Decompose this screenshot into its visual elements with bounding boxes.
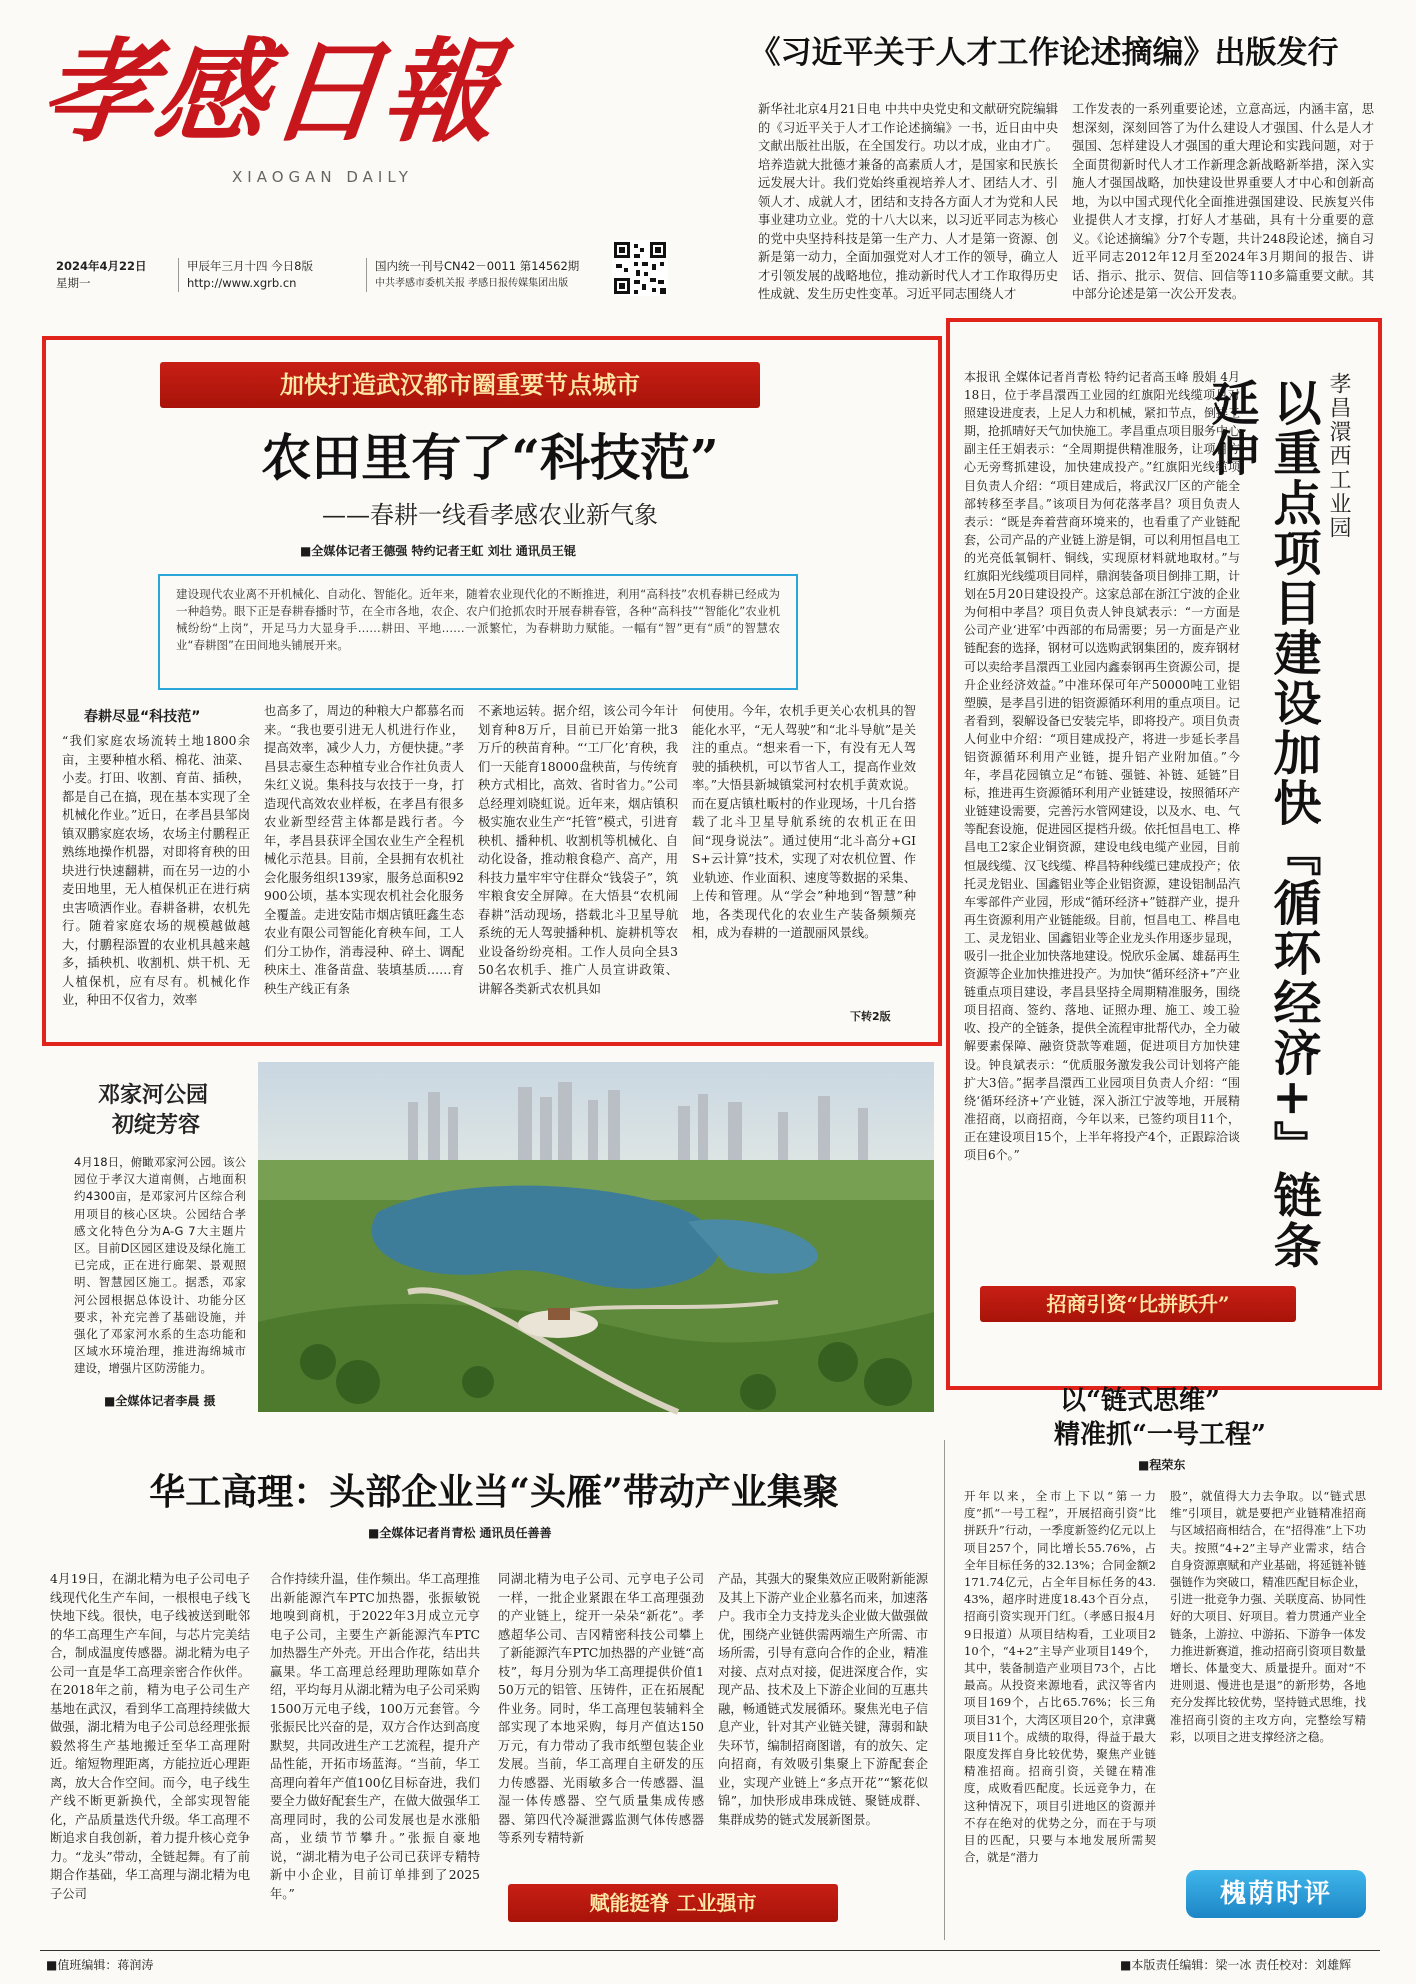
top-story-col2: 工作发表的一系列重要论述，立意高远，内涵丰富，思想深刻，深刻回答了为什么建设人才强国、什么是人才强国、怎样建设人才强国的重大理论和实践问题，对于全面贯彻新时代人才工作新理念新战略新举措，深入实施人才强国战略，加快建设世界重要人才中心和创新高地，为以中国式现代化全面推进强国建设、民族复兴伟业提供人才支撑，打好人才基础，具有十分重要的意义。《论述摘编》分7个专题，共计248段论述，摘自习近平同志2012年12月至2024年3月期间的报告、讲话、指示、批示、贺信、回信等110多篇重要文献。其中部分论述是第一次公开发表。 <box>1072 102 1374 301</box>
footer-left: ■值班编辑：蒋润涛 <box>46 1958 154 1972</box>
logo-english: XIAOGAN DAILY <box>232 168 413 186</box>
issue-date: 2024年4月22日 <box>56 259 147 273</box>
park-title-line2: 初绽芳容 <box>112 1112 201 1138</box>
footer-rule <box>40 1950 1380 1951</box>
top-story <box>714 30 1374 76</box>
top-story-title[interactable]: 《习近平关于人才工作论述摘编》出版发行 <box>749 35 1339 71</box>
park-title-line1: 邓家河公园 <box>98 1082 209 1108</box>
top-story-col1: 新华社北京4月21日电 中共中央党史和文献研究院编辑的《习近平关于人才工作论述摘编》一书，近日由中央文献出版社出版，在全国发行。功以才成，业由才广。培养造就大批德才兼备的高素质人才，是国家和民族长远发展大计。我们党始终重视培养人才、团结人才、引领人才、成就人才，团结和支持各方面人才为党和人民事业建功立业。党的十八大以来，以习近平同志为核心的党中央坚持科技是第一生产力、人才是第一资源、创新是第一动力，全面加强党对人才工作的领导，确立人才引领发展的战略地位，推动新时代人才工作取得历史性成就、发生历史性变革。习近平同志围绕人才 <box>758 102 1058 301</box>
second-col1: 4月19日，在湖北精为电子公司电子线现代化生产车间，一根根电子线飞快地下线。很快，电子线被送到毗邻的华工高理生产车间，与芯片完美结合，制成温度传感器。湖北精为电子公司一直是华工高理亲密合作伙伴。在2018年之前，精为电子公司生产基地在武汉，看到华工高理持续做大做强，湖北精为电子公司总经理张振毅然将生产基地搬迁至华工高理附近。缩短物理距离，方能拉近心理距离，放大合作空间。而今，电子线生产线不断更新换代，全部实现智能化，产品质量迭代升级。华工高理不断追求自我创新，着力提升核心竞争力。“龙头”带动，全链起舞。有了前期合作基础，华工高理与湖北精为电子公司 <box>50 1572 250 1901</box>
cn-code: 国内统一刊号CN42－0011 <box>375 259 517 273</box>
lead-col1: “我们家庭农场流转土地1800余亩，主要种植水稻、棉花、油菜、小麦。打田、收割、育苗、插秧，都是自己在搞，现在基本实现了全机械化作业。”近日，在孝昌县邹岗镇双鹏家庭农场，农场主付鹏程正熟练地操作机器，对即将育秧的田块进行快速翻耕，而在另一边的小麦田地里，无人植保机正在进行病虫害喷洒作业。春耕备耕，农机先行。随着家庭农场的规模越做越大，付鹏程添置的农业机具越来越多，插秧机、收割机、烘干机、无人植保机，应有尽有。机械化作业，种田不仅省力，效率 <box>62 734 250 1007</box>
masthead-logo <box>35 18 512 218</box>
commentary-col2: 股”，就值得大力去争取。以“链式思维”引项目，就是要把产业链精准招商与区域招商相结合，在“招得准”上下功夫。按照“4+2”主导产业需求，结合自身资源禀赋和产业基础，将延链补链强链作为突破口，精准匹配目标企业，引进一批竞争力强、关联度高、协同性好的大项目、好项目。着力贯通产业全链条，上游拉、中游拓、下游争一体发力推进新赛道，推动招商引资项目数量增长、体量变大、质量提升。面对“不进则退、慢进也是退”的新形势，各地充分发挥比较优势，坚持链式思维，找准招商引资的主攻方向，完整绘写精彩，以项目之进支撑经济之稳。 <box>1170 1489 1366 1744</box>
right-story-text: 本报讯 全媒体记者肖青松 特约记者高玉峰 殷娟 4月18日，位于孝昌澴西工业园的红旗阳光线缆项目对照建设进度表，上足人力和机械，紧扣节点，倒排工期，抢抓晴好天气加快施工。孝昌重点项目服务中心副主任王娟表示：“全周期提供精准服务，让项目方心无旁骛抓建设，加快建成投产。”红旗阳光线缆项目负责人介绍：“项目建成后，将武汉厂区的产能全部转移至孝昌。”该项目为何花落孝昌？项目负责人表示：“既是奔着营商环境来的，也看重了产业链配套，公司产品的产业链上游是铜，可以利用恒昌电工的光亮低氧铜杆、铜线，实现原材料就地取材。”与红旗阳光线缆项目同样，鼎润装备项目倒排工期，计划在5月20日建设投产。这家总部在浙江宁波的企业为何相中孝昌？项目负责人钟良斌表示：“一方面是公司产业‘进军’中西部的布局需要；另一方面是产业链配套的选择，钢材可以选购武钢集团的，废弃钢材可以卖给孝昌澴西工业园内鑫泰钢再生资源公司，提升企业经济效益。”中准环保可年产50000吨工业铝塑膜，是孝昌引进的铝资源循环利用的重点项目。记者看到，裂解设备已安装完毕，即将投产。项目负责人何业中介绍：“项目建成投产，将进一步延长孝昌铝资源循环利用产业链，提升铝产业附加值。”今年，孝昌花园镇立足“布链、强链、补链、延链”目标，推进再生资源循环利用产业链建设，按照循环产业链建设需要，完善污水管网建设，以及水、电、气等配套设施，促进园区提档升级。依托恒昌电工、桦昌电工2家企业铜资源，建设电线电缆产业园，目前恒晟线缆、汉飞线缆、桦昌特种线缆已建成投产；依托灵龙铝业、国鑫铝业等企业铝资源，建设铝制品汽车零部件产业园，形成“循环经济+”链群产业，提升再生资源利用产业链能级。目前，恒昌电工、桦昌电工、灵龙铝业、国鑫铝业等企业龙头作用逐步显现，吸引一批企业加快落地建设。悦欣乐金属、雄磊再生资源等企业加快推进投产。为加快“循环经济+”产业链重点项目建设，孝昌县坚持全周期精准服务，围绕项目招商、签约、落地、证照办理、施工、竣工验收、投产的全链条，提供全流程审批帮代办，全力破解要素保障、融资贷款等难题，促进项目方加快建设。钟良斌表示：“优质服务激发我公司计划将产能扩大3倍。”据孝昌澴西工业园项目负责人介绍：“围绕‘循环经济+’产业链，深入浙江宁波等地，开展精准招商，以商招商，今年以来，已签约项目11个，正在建设项目15个，上半年将投产4个，正跟踪洽谈项目6个。” <box>964 370 1241 1163</box>
commentary-byline: ■程荣东 <box>1138 1458 1186 1472</box>
commentary-badge: 槐荫时评 <box>1186 1870 1366 1918</box>
commentary-col1: 开年以来，全市上下以“第一力度”抓“一号工程”，开展招商引资“比拼跃升”行动，一季度新签约亿元以上项目257个，同比增长55.76%，占全年目标任务的32.13%；合同金额2171.74亿元，占全年目标任务的43.43%，超序时进度18.43个百分点，招商引资实现开门红。（孝感日报4月9日报道）从项目结构看，工业项目210个，“4+2”主导产业项目149个，其中，装备制造产业项目73个，占比最高。从投资来源地看，武汉等省内项目169个，占比65.76%；长三角项目31个，大湾区项目20个，京津冀项目11个。成绩的取得，得益于最大限度发挥自身比较优势，聚焦产业链精准招商。招商引资，关键在精准度，成败看匹配度。长远竞争力，在这种情况下，项目引进地区的资源并不存在绝对的优势之分，而在于与项目的匹配，只要与本地发展所需契合，就是“潜力 <box>964 1489 1156 1865</box>
lead-intro: 建设现代农业离不开机械化、自动化、智能化。近年来，随着农业现代化的不断推进，利用“高科技”农机春耕已经成为一种趋势。眼下正是春耕春播时节，在全市各地，农企、农户们抢抓农时开展春耕春管，各种“高科技”“智能化”农业机械纷纷“上岗”，开足马力大显身手……耕田、平地……一派繁忙，为春耕助力赋能。一幅有“智”更有“质”的智慧农业“春耕图”在田间地头铺展开来。 <box>176 587 780 652</box>
second-banner: 赋能挺脊 工业强市 <box>508 1884 838 1922</box>
lead-banner: 加快打造武汉都市圈重要节点城市 <box>160 362 760 408</box>
issue-weekday: 星期一 <box>56 276 91 290</box>
park-title <box>60 1080 260 1140</box>
second-col2: 合作持续升温，佳作频出。华工高理推出新能源汽车PTC加热器，张振敏锐地嗅到商机，于2022年3月成立元亨电子公司，主要生产新能源汽车PTC加热器生产外壳。开出合作花，结出共赢果。华工高理总经理助理陈如草介绍，平均每月从湖北精为电子公司采购1500万元电子线，100万元套管。今张振民比兴奋的是，双方合作达到高度默契，共同改进生产工艺流程，提升产品性能，开拓市场蓝海。“当前，华工高理向着年产值100亿目标奋进，我们要全力做好配套生产，在做大做强华工高理同时，我的公司发展也是水涨船高，业绩节节攀升。”张振自豪地说，“湖北精为电子公司已获评专精特新中小企业，目前订单排到了2025年。” <box>270 1572 480 1901</box>
site-url[interactable]: http://www.xgrb.cn <box>187 276 297 290</box>
page-count: 今日8版 <box>271 259 313 273</box>
second-col4: 产品，其强大的聚集效应正吸附新能源及其上下游产业企业慕名而来，加速落户。我市全力支持龙头企业做大做强做优，围绕产业链供需两端生产所需、市场所需，引导有意向合作的企业，精准对接、点对点对接，促进深度合作，实现产品、技术及上下游企业间的互惠共融，畅通链式发展循环。聚焦光电子信息产业，针对其产业链关键，薄弱和缺失环节，编制招商图谱，有的放矢、定向招商，有效吸引集聚上下游配套企业，实现产业链上“多点开花”“繁花似锦”，加快形成串珠成链、聚链成群、集群成势的链式发展新图景。 <box>718 1572 928 1827</box>
lead-intro-box <box>158 574 798 690</box>
logo-text: 孝感日報 <box>35 27 505 158</box>
lead-subhead: 春耕尽显“科技范” <box>84 709 201 725</box>
qr-code <box>612 240 668 296</box>
lead-byline: ■全媒体记者王德强 特约记者王虹 刘壮 通讯员王锟 <box>300 544 576 558</box>
commentary-title-line1[interactable]: 以“链式思维” <box>1060 1386 1220 1416</box>
second-title[interactable]: 华工高理：头部企业当“头雁”带动产业集聚 <box>149 1471 839 1513</box>
second-col3: 同湖北精为电子公司、元亨电子公司一样，一批企业紧跟在华工高理强劲的产业链上，绽开一朵朵“新花”。孝感超华公司、吉冈精密科技公司攀上了新能源汽车PTC加热器的产业链“高枝”，每月分别为华工高理提供价值150万元的铝管、压铸件，正在拓展配件业务。同时，华工高理包装辅料全部实现了本地采购，每月产值达150万元，有力带动了我市纸塑包装企业发展。当前，华工高理自主研发的压力传感器、光雨敏多合一传感器、温湿一体传感器、空气质量集成传感器、第四代冷凝泄露监测气体传感器等系列专精特新 <box>498 1572 704 1845</box>
second-byline: ■全媒体记者肖青松 通讯员任善善 <box>368 1526 552 1540</box>
lead-col3: 不紊地运转。据介绍，该公司今年计划育种8万斤，目前已开始第一批3万斤的秧苗育种。“‘工厂化’育秧，我们一天能育18000盘秧苗，与传统育秧方式相比，高效、省时省力。”公司总经理刘晓虹说。近年来，烟店镇积极实施农业生产“托管”模式，引进育秧机、播种机、收割机等机械化、自动化设备，推动粮食稳产、高产，用科技力量牢牢守住群众“钱袋子”，筑牢粮食安全屏障。在大悟县“农机闹春耕”活动现场，搭载北斗卫星导航系统的无人驾驶播种机、旋耕机等农业设备纷纷亮相。工作人员向全县350名农机手、推广人员宣讲政策、讲解各类新式农机具如 <box>478 704 678 996</box>
lead-title[interactable]: 农田里有了“科技范” <box>261 428 719 487</box>
publisher: 中共孝感市委机关报 孝感日报传媒集团出版 <box>375 278 569 289</box>
lead-jump[interactable]: 下转2版 <box>850 1010 891 1023</box>
park-aerial-photo <box>258 1062 934 1412</box>
commentary-title-line2[interactable]: 精准抓“一号工程” <box>1054 1420 1266 1450</box>
issue-number: 第14562期 <box>519 259 580 273</box>
lead-col2: 也高多了，周边的种粮大户都慕名而来。“我也要引进无人机进行作业，提高效率，减少人力，方便快捷。”孝昌县志豪生态种植专业合作社负责人朱红义说。集科技与农技于一身，打造现代高效农业样板，在孝昌有很多农业新型经营主体都是践行者。今年，孝昌县获评全国农业生产全程机械化示范县。目前，全县拥有农机社会化服务组织139家，服务总面积92900公顷，基本实现农机社会化服务全覆盖。走进安陆市烟店镇旺鑫生态农业有限公司智能化育秧车间，工人们分工协作，消毒浸种、碎土、调配秧床土、准备苗盘、装填基质……育秧生产线正有条 <box>264 704 464 996</box>
right-title[interactable]: 以重点项目建设加快『循环经济+』链条延伸 <box>1203 378 1321 1271</box>
lunar-date: 甲辰年三月十四 <box>187 259 268 273</box>
footer-right: ■本版责任编辑：梁一冰 责任校对：刘雄辉 <box>1120 1958 1352 1972</box>
lead-subtitle: ——春耕一线看孝感农业新气象 <box>322 501 658 529</box>
right-banner: 招商引资“比拼跃升” <box>980 1286 1296 1322</box>
lead-col4: 何使用。今年，农机手更关心农机具的智能化水平，“无人驾驶”和“北斗导航”是关注的重点。“想来看一下，有没有无人驾驶的插秧机，可以节省人工，提高作业效率。”大悟县新城镇棠河村农机手黄欢说。而在夏店镇杜畈村的作业现场，十几台搭载了北斗卫星导航系统的农机正在田间“现身说法”。通过使用“北斗高分+GIS+云计算”技术，实现了对农机位置、作业轨迹、作业面积、速度等数据的采集、上传和管理。从“学会”种地到“智慧”种地，各类现代化的农业生产装备频频亮相，成为春耕的一道靓丽风景线。 <box>692 704 916 940</box>
commentary-title <box>950 1384 1370 1452</box>
divider <box>944 1440 945 1940</box>
right-kicker: 孝昌澴西工业园 <box>1326 372 1351 540</box>
park-credit: ■全媒体记者李晨 摄 <box>104 1394 216 1408</box>
park-text: 4月18日，俯瞰邓家河公园。该公园位于孝汉大道南侧，占地面积约4300亩，是邓家河片区综合利用项目的核心区块。公园结合孝感文化特色分为A-G 7大主题片区。目前D区园区建设及绿化施工已完成，正在进行廊架、景观照明、智慧园区施工。据悉，邓家河公园根据总体设计、功能分区要求，补充完善了基础设施，并强化了邓家河水系的生态功能和区域水环境治理，推进海绵城市建设，增强片区防涝能力。 <box>74 1155 246 1376</box>
